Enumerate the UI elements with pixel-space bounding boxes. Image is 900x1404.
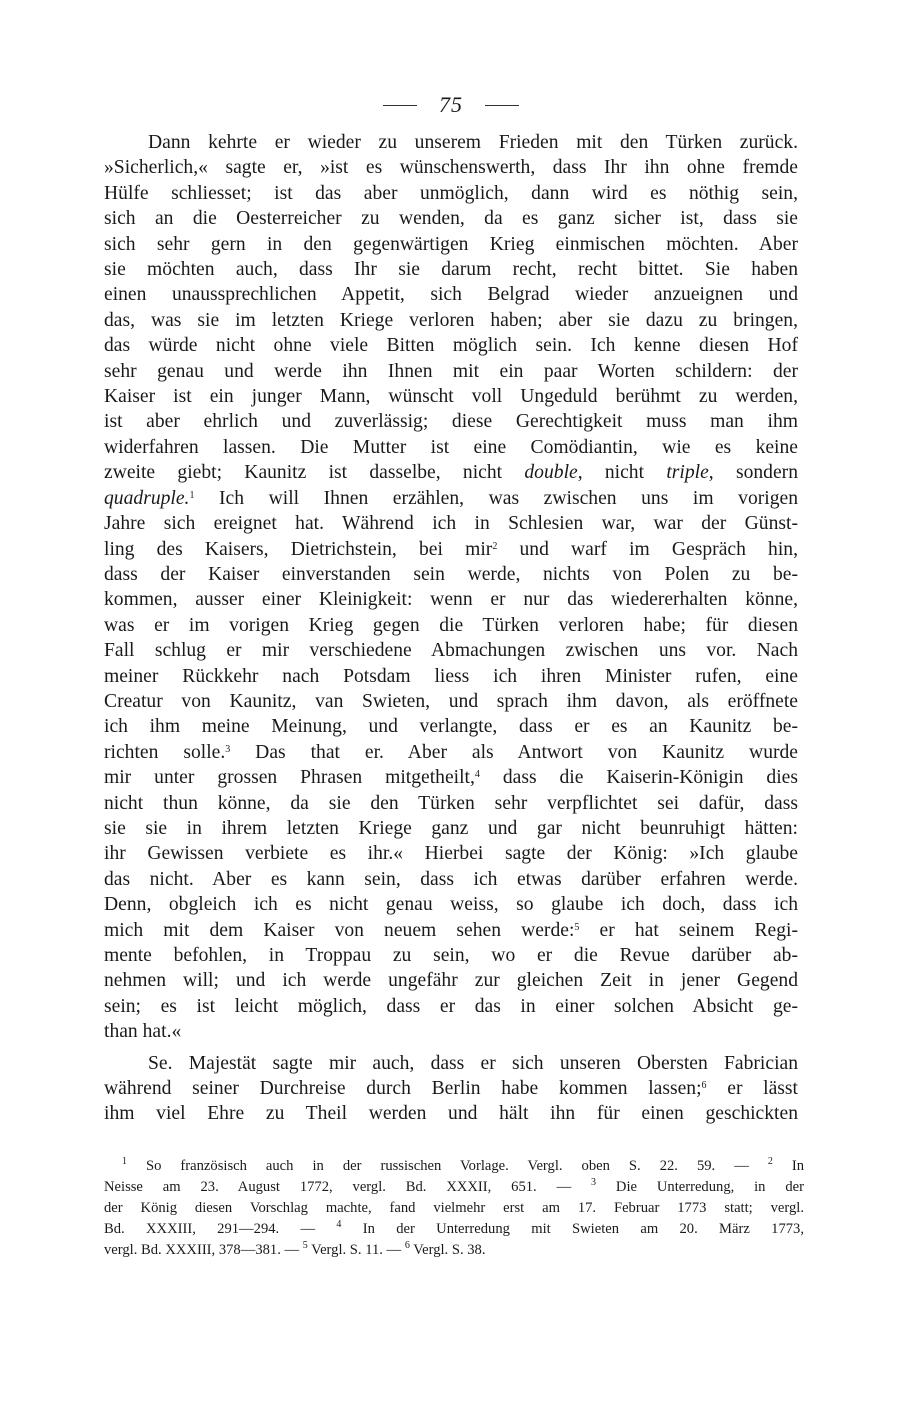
text-line: Hülfe schliesset; ist das aber unmöglich, dann wird es nöthig sein, — [104, 182, 798, 204]
footnote-ref: 6 — [701, 1080, 707, 1092]
text-line: nehmen will; und ich werde ungefähr zur gleichen Zeit in jener Gegend — [104, 970, 798, 992]
text-line: das, was sie im letzten Kriege verloren haben; aber sie dazu zu bringen, — [104, 309, 798, 331]
text-line — [104, 486, 798, 511]
text-segment: In der Unterredung mit Swieten am 20. März 1773, — [341, 1221, 804, 1237]
page-header — [104, 88, 798, 122]
paragraph-1 — [104, 130, 798, 1045]
text-line: kommen, ausser einer Kleinigkeit: wenn er nur das wiedererhalten könne, — [104, 589, 798, 611]
text-segment: dass die Kaiserin-Königin dies — [479, 767, 798, 789]
text-line: was er im vorigen Krieg gegen die Türken verloren habe; für diesen — [104, 614, 798, 636]
text-line: ihr Gewissen verbiete es ihr.« Hierbei sagte der König: »Ich glaube — [104, 843, 798, 865]
text-segment: Vergl. S. 38. — [409, 1242, 486, 1258]
text-segment: Das that er. Aber als Antwort von Kaunitz wurde — [230, 741, 799, 763]
footnote-ref: 5 — [574, 921, 580, 933]
text-line: das nicht. Aber es kann sein, dass ich etwas darüber erfahren werde. — [104, 868, 798, 890]
footnote-marker: 2 — [767, 1156, 773, 1167]
header-rule-right — [485, 105, 519, 106]
text-segment: , sondern — [708, 462, 798, 484]
text-line — [104, 460, 798, 485]
text-segment: während seiner Durchreise durch Berlin habe kommen lassen; — [104, 1078, 702, 1100]
text-line: ist aber ehrlich und zuverlässig; diese Gerechtigkeit muss man ihm — [104, 411, 798, 433]
footnote-marker: 5 — [302, 1240, 308, 1251]
text-line: mente befohlen, in Troppau zu sein, wo er die Revue darüber ab- — [104, 945, 798, 966]
body-text — [104, 130, 798, 1127]
text-segment: Bd. XXXIII, 291—294. — — [104, 1221, 337, 1237]
text-line: ich ihm meine Meinung, und verlangte, dass er es an Kaunitz be- — [104, 716, 798, 738]
page — [104, 88, 798, 1127]
text-segment: er lässt — [706, 1078, 798, 1100]
text-line: das würde nicht ohne viele Bitten möglich sein. Ich kenne diesen Hof — [104, 335, 798, 357]
footnote-line — [104, 1219, 804, 1240]
text-segment: und warf im Gespräch hin, — [497, 538, 798, 560]
text-line: sich an die Oesterreicher zu wenden, da es ganz sicher ist, dass sie — [104, 208, 798, 230]
page-number: 75 — [439, 92, 463, 117]
footnote-line: der König diesen Vorschlag machte, fand vielmehr erst am 17. Februar 1773 statt; vergl. — [104, 1200, 804, 1216]
text-line: Se. Majestät sagte mir auch, dass er sich unseren Obersten Fabrician — [148, 1052, 798, 1074]
text-line: »Sicherlich,« sagte er, »ist es wünschenswerth, dass Ihr ihn ohne fremde — [104, 157, 798, 179]
text-line: sein; es ist leicht möglich, dass er das in einer solchen Absicht ge- — [104, 995, 798, 1017]
text-line — [104, 918, 798, 943]
italic-term: double — [524, 462, 578, 484]
text-segment: Vergl. S. 11. — — [307, 1242, 405, 1258]
text-segment: ling des Kaisers, Dietrichstein, bei mir — [104, 538, 493, 560]
footnote-marker: 1 — [122, 1156, 127, 1167]
text-line: than hat.« — [104, 1021, 182, 1043]
text-line: sehr genau und werde ihn Ihnen mit ein paar Worten schildern: der — [104, 360, 798, 382]
text-segment: Neisse am 23. August 1772, vergl. Bd. XXXII, 651. — — [104, 1179, 592, 1195]
text-line: sie möchten auch, dass Ihr sie darum recht, recht bittet. Sie haben — [104, 259, 798, 281]
text-line — [104, 765, 798, 790]
text-segment: Die Unterredung, in der — [596, 1179, 804, 1195]
footnote-line — [104, 1240, 804, 1261]
text-line: Jahre sich ereignet hat. Während ich in Schlesien war, war der Günst- — [104, 513, 798, 535]
text-segment: richten solle. — [104, 741, 226, 763]
footnote-ref: 1 — [189, 489, 195, 501]
footnote-line — [104, 1177, 804, 1198]
footnote-marker: 4 — [336, 1219, 342, 1230]
text-line: sich sehr gern in den gegenwärtigen Krieg einmischen möchten. Aber — [104, 233, 798, 255]
text-line — [104, 740, 798, 765]
text-line: Dann kehrte er wieder zu unserem Frieden mit den Türken zurück. — [148, 132, 798, 153]
footnote-ref: 3 — [225, 743, 231, 755]
text-segment: mir unter grossen Phrasen mitgetheilt, — [104, 767, 475, 789]
italic-term: triple — [666, 462, 709, 484]
footnote-line — [104, 1156, 804, 1177]
text-line: ihm viel Ehre zu Theil werden und hält ihn für einen geschickten — [104, 1103, 798, 1125]
footnote-ref: 2 — [492, 540, 498, 552]
text-segment: zweite giebt; Kaunitz ist dasselbe, nicht — [104, 462, 525, 484]
text-line: Fall schlug er mir verschiedene Abmachungen zwischen uns vor. Nach — [104, 640, 798, 662]
italic-term: quadruple. — [104, 487, 190, 509]
text-line: meiner Rückkehr nach Potsdam liess ich ihren Minister rufen, eine — [104, 665, 798, 687]
text-line: Kaiser ist ein junger Mann, wünscht voll Ungeduld berühmt zu werden, — [104, 386, 798, 408]
footnote-marker: 6 — [404, 1240, 410, 1251]
text-line: widerfahren lassen. Die Mutter ist eine Comödiantin, wie es keine — [104, 436, 798, 458]
text-line — [104, 1076, 798, 1101]
text-segment: vergl. Bd. XXXIII, 378—381. — — [104, 1242, 303, 1258]
paragraph-2 — [104, 1051, 798, 1127]
text-segment: So französisch auch in der russischen Vorlage. Vergl. oben S. 22. 59. — — [127, 1158, 768, 1174]
text-line: Creatur von Kaunitz, van Swieten, und sprach ihm davon, als eröffnete — [104, 690, 798, 712]
footnotes — [104, 1156, 804, 1261]
text-line — [104, 537, 798, 562]
footnote-marker: 3 — [591, 1177, 597, 1188]
text-line: einen unaussprechlichen Appetit, sich Belgrad wieder anzueignen und — [104, 284, 798, 306]
text-segment: In — [772, 1158, 804, 1174]
text-line: sie sie in ihrem letzten Kriege ganz und gar nicht beunruhigt hätten: — [104, 817, 798, 839]
text-segment: , nicht — [577, 462, 667, 484]
text-segment: mich mit dem Kaiser von neuem sehen werde: — [104, 919, 575, 941]
text-segment: Ich will Ihnen erzählen, was zwischen uns im vorigen — [194, 487, 798, 509]
footnote-ref: 4 — [474, 769, 480, 781]
text-segment: er hat seinem Regi- — [579, 919, 798, 941]
text-line: nicht thun könne, da sie den Türken sehr verpflichtet sei dafür, dass — [104, 792, 798, 814]
header-rule-left — [383, 105, 417, 106]
text-line: Denn, obgleich ich es nicht genau weiss, so glaube ich doch, dass ich — [104, 894, 798, 916]
text-line: dass der Kaiser einverstanden sein werde, nichts von Polen zu be- — [104, 563, 798, 585]
